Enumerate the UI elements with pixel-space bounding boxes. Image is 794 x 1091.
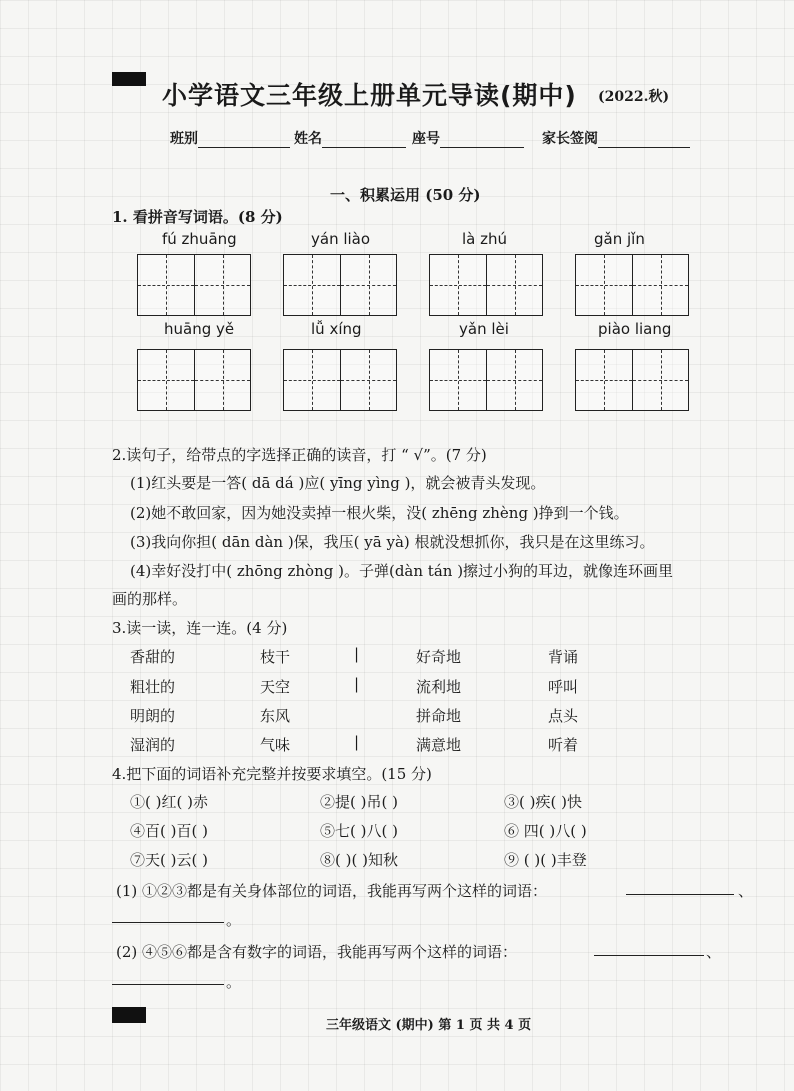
writing-grid-6[interactable] bbox=[283, 349, 397, 411]
q4-sub2: (2) ④⑤⑥都是含有数字的词语，我能再写两个这样的词语： bbox=[116, 943, 518, 961]
pinyin-5: huāng yě bbox=[164, 320, 235, 338]
pinyin-6: lǚ xíng bbox=[311, 320, 362, 338]
name-label: 姓名 bbox=[294, 131, 322, 147]
match-right-8[interactable]: 听着 bbox=[548, 736, 579, 754]
parent-sign-field[interactable] bbox=[542, 128, 690, 148]
q4-sub1: (1) ①②③都是有关身体部位的词语，我能再写两个这样的词语： bbox=[116, 882, 548, 900]
match-right-2[interactable]: 天空 bbox=[260, 678, 291, 696]
q2-sentence-2: (2)她不敢回家，因为她没卖掉一根火柴，没( zhēng zhèng )挣到一个钱。 bbox=[130, 504, 629, 522]
divider-bar: | bbox=[354, 645, 360, 663]
match-left-4[interactable]: 湿润的 bbox=[130, 736, 176, 754]
writing-grid-7[interactable] bbox=[429, 349, 543, 411]
q2-heading: 2.读句子，给带点的字选择正确的读音，打 “ √”。(7 分) bbox=[112, 446, 487, 464]
match-left-2[interactable]: 粗壮的 bbox=[130, 678, 176, 696]
idiom-blank-1[interactable]: ①( )红( )赤 bbox=[130, 793, 208, 811]
match-right-5[interactable]: 背诵 bbox=[548, 648, 579, 666]
seat-field[interactable] bbox=[412, 128, 524, 148]
match-left-8[interactable]: 满意地 bbox=[416, 736, 462, 754]
pinyin-3: là zhú bbox=[462, 230, 508, 248]
q3-heading: 3.读一读，连一连。(4 分) bbox=[112, 619, 288, 637]
writing-grid-3[interactable] bbox=[429, 254, 543, 316]
match-right-4[interactable]: 气味 bbox=[260, 736, 291, 754]
section-title: 一、积累运用 (50 分) bbox=[330, 186, 481, 204]
q2-sentence-1: (1)红头要是一答( dā dá )应( yīng yìng )，就会被青头发现。 bbox=[130, 474, 546, 492]
separator: 、 bbox=[738, 882, 754, 900]
registration-mark-top bbox=[112, 72, 146, 86]
page-footer: 三年级语文 (期中) 第 1 页 共 4 页 bbox=[326, 1018, 532, 1033]
writing-grid-4[interactable] bbox=[575, 254, 689, 316]
q4-heading: 4.把下面的词语补充完整并按要求填空。(15 分) bbox=[112, 765, 432, 783]
idiom-blank-7[interactable]: ⑦天( )云( ) bbox=[130, 851, 208, 869]
idiom-blank-8[interactable]: ⑧( )( )知秋 bbox=[320, 851, 398, 869]
seat-label: 座号 bbox=[412, 131, 440, 147]
pinyin-2: yán liào bbox=[311, 230, 371, 248]
idiom-blank-2[interactable]: ②提( )吊( ) bbox=[320, 793, 398, 811]
parent-sign-label: 家长签阅 bbox=[542, 131, 598, 147]
match-left-3[interactable]: 明朗的 bbox=[130, 707, 176, 725]
idiom-blank-4[interactable]: ④百( )百( ) bbox=[130, 822, 208, 840]
pinyin-4: gǎn jǐn bbox=[594, 230, 645, 248]
match-right-7[interactable]: 点头 bbox=[548, 707, 579, 725]
match-left-5[interactable]: 好奇地 bbox=[416, 648, 462, 666]
period: 。 bbox=[226, 911, 242, 929]
answer-line[interactable] bbox=[594, 954, 704, 956]
writing-grid-2[interactable] bbox=[283, 254, 397, 316]
match-right-3[interactable]: 东风 bbox=[260, 707, 291, 725]
match-right-6[interactable]: 呼叫 bbox=[548, 678, 579, 696]
divider-bar: | bbox=[354, 733, 360, 751]
writing-grid-5[interactable] bbox=[137, 349, 251, 411]
pinyin-7: yǎn lèi bbox=[459, 320, 509, 338]
idiom-blank-5[interactable]: ⑤七( )八( ) bbox=[320, 822, 398, 840]
registration-mark-bottom bbox=[112, 1007, 146, 1023]
writing-grid-8[interactable] bbox=[575, 349, 689, 411]
page-title: 小学语文三年级上册单元导读(期中) bbox=[162, 81, 577, 110]
class-label: 班别 bbox=[170, 131, 198, 147]
pinyin-8: piào liang bbox=[598, 320, 672, 338]
q2-sentence-4: (4)幸好没打中( zhōng zhòng )。子弹(dàn tán )擦过小狗的耳边，就像连环画里 bbox=[130, 562, 674, 580]
divider-bar: | bbox=[354, 675, 360, 693]
separator: 、 bbox=[706, 943, 722, 961]
match-left-7[interactable]: 拼命地 bbox=[416, 707, 462, 725]
idiom-blank-3[interactable]: ③( )疾( )快 bbox=[504, 793, 582, 811]
period: 。 bbox=[226, 973, 242, 991]
answer-line[interactable] bbox=[626, 893, 734, 895]
name-field[interactable] bbox=[294, 128, 406, 148]
idiom-blank-9[interactable]: ⑨ ( )( )丰登 bbox=[504, 851, 587, 869]
class-field[interactable] bbox=[170, 128, 290, 148]
idiom-blank-6[interactable]: ⑥ 四( )八( ) bbox=[504, 822, 587, 840]
answer-line[interactable] bbox=[112, 983, 224, 985]
answer-line[interactable] bbox=[112, 921, 224, 923]
match-left-6[interactable]: 流利地 bbox=[416, 678, 462, 696]
term-label: (2022.秋) bbox=[598, 89, 670, 105]
match-right-1[interactable]: 枝干 bbox=[260, 648, 291, 666]
writing-grid-1[interactable] bbox=[137, 254, 251, 316]
match-left-1[interactable]: 香甜的 bbox=[130, 648, 176, 666]
q2-sentence-3: (3)我向你担( dān dàn )保，我压( yā yà) 根就没想抓你，我只是在这里练习。 bbox=[130, 533, 655, 551]
q2-sentence-4-cont: 画的那样。 bbox=[112, 590, 188, 608]
pinyin-1: fú zhuāng bbox=[162, 230, 237, 248]
q1-heading: 1. 看拼音写词语。(8 分) bbox=[112, 208, 283, 226]
